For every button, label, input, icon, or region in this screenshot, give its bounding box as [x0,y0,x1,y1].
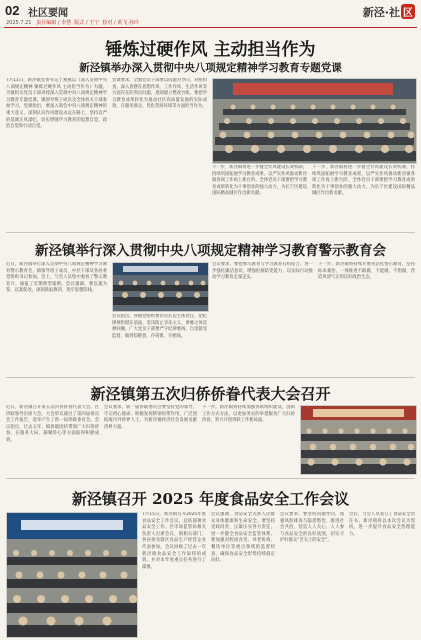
article-1-col-2: 党课要求，全镇党员干部要以问题为导向，对照检查，深入查摆在思想作风、工作作风、生活作风等方面存在的突出问题，逐项建立整改台账。要把学习教育成果转化为推动社区高质量发展的实际成效，在服务群众、优化营商环境等方面担当作为。 [112,78,207,110]
issue-date: 2025.7.21 [6,20,32,26]
masthead-logo: 新泾·社 区 [362,6,413,19]
article-2-col-3: 会议要求，要把警示教育与学习教育有机结合，进一步强化廉洁意识，增强拒腐防变能力，以实际行动推动学习教育走深走实。 [212,262,313,281]
article-2-col-4: 下一步，新泾镇将持续开展常态化警示教育，坚持标本兼治，一体推进不敢腐、不能腐、不想腐，营造风清气正的良好政治生态。 [318,262,415,281]
article-3-col-1: 近日，新泾镇召开第五次归侨侨眷代表大会。区侨联领导出席大会。大会审议通过了第四届委员会工作报告，选举产生了新一届侨联委员会。会议指出，过去五年，镇侨联团结带领广大归侨侨眷，在服务大局、凝聚侨心等方面取得积极成效。 [6,405,99,443]
article-4-title: 新泾镇召开 2025 年度食品安全工作会议 [71,490,350,508]
article-2-col-2: 会议指出，各级党组织要切实扛起主体责任，把纪律规矩挺在前面，坚决防止享乐主义、奢靡之风反弹回潮。广大党员干部要严守纪律底线，自觉接受监督，做到知敬畏、存戒惧、守底线。 [112,314,207,339]
article-3-col-3: 下一步，新泾镇将持续加强侨联组织建设，创新工作方式方法，以更加务实的举措服务广大归侨侨眷，努力开创侨联工作新局面。 [202,405,295,424]
divider-2 [6,377,415,378]
header-meta [6,19,139,26]
divider-3 [6,478,415,479]
article-1-photo [212,78,417,164]
article-1-title: 锤炼过硬作风 主动担当作为 [105,40,316,60]
editor-credit: 责任编辑 / 李慧 [36,20,72,26]
article-3-photo [300,405,417,475]
article-4-col-3: 会议要求，要坚持问题导向，加强风险排查与隐患整治，推进社会共治，营造人人关心、人人参与食品安全的良好氛围，切实守护好群众“舌尖上的安全”。 [280,512,344,544]
article-1-subtitle: 新泾镇举办深入贯彻中央八项规定精神学习教育专题党课 [79,62,342,74]
article-4-col-4: 会后，与会人员签订了食品安全责任书。新泾镇将以本次会议为契机，进一步提升食品安全治理能力。 [349,512,415,537]
article-3-col-2: 会议要求，新一届侨联委员会要坚持党的领导，牢记初心使命，积极发挥桥梁纽带作用，广泛团结海内外侨界人士，为新泾镇经济社会发展贡献侨界力量。 [104,405,197,430]
article-2-photo [112,262,209,312]
page-number: 02 [5,3,20,18]
article-2-title: 新泾镇举行深入贯彻中央八项规定精神学习教育警示教育会 [35,243,386,259]
divider-1 [6,232,415,233]
article-1-col-1: 7月11日，新泾镇党委书记于燕燕以《深入贯彻中央八项规定精神 锤炼过硬作风 主动担当作为》为题，为镇机关党员干部讲授深入贯彻中央八项规定精神学习教育专题党课。镇领导班子成员及全体机关干部参加学习。党课指出，要深入领会中央八项规定精神的重大意义，深刻认识作风建设永远在路上，坚持以严的基调正风肃纪，切实增强学习教育的思想自觉、政治自觉和行动自觉。 [6,78,107,130]
article-4-col-2: 会议强调，食品安全关系人民群众身体健康和生命安全。要坚持党政同责，压紧压实各方责任，进一步健全食品安全监管体系。要加强对校园食堂、养老机构、餐饮单位等重点领域的监督检查，确保食品安全形势持续稳定向好。 [211,512,275,564]
header-rule [4,27,417,28]
section-title: 社区要闻 [28,8,68,19]
proof-credit: 校对 / 黄飞 孙玲 [102,20,139,26]
design-credit: 版式 / 王宁 [74,20,100,26]
article-2-col-1: 近日，新泾镇举行深入贯彻中央八项规定精神学习教育警示教育会，镇领导班子成员、中层干部及各居委党组织书记参加。会上，与会人员集中观看了警示教育片，通报了近期典型案例。会议强调，要以案为鉴、以案促改，深刻汲取教训，筑牢思想防线。 [6,262,107,294]
article-4-col-1: 7月15日，新泾镇召开2025年度食品安全工作会议，总结部署食品安全工作。区市场监管局相关负责人出席会议，镇相关部门、各居委及辖区食品生产经营企业代表参加。会议回顾了过去一年新泾镇食品安全工作取得的成效，并对本年度重点任务进行了部署。 [142,512,206,570]
article-4-photo [6,512,138,638]
article-1-col-4: 下一步，新泾镇将进一步健全作风建设长效机制，持续巩固拓展学习教育成果，以严实作风推动新泾镇各项工作再上新台阶。全体党员干部要把学习教育成果转化为干事创业的强大动力，为长宁区建设国际精品城区作出新贡献。 [312,165,415,197]
article-3-title: 新泾镇第五次归侨侨眷代表大会召开 [90,385,331,403]
article-1-col-3: 下一步，新泾镇将进一步健全作风建设长效机制，持续巩固拓展学习教育成果，以严实作风推动新泾镇各项工作再上新台阶。全体党员干部要把学习教育成果转化为干事创业的强大动力，为长宁区建设国际精品城区作出新贡献。 [212,165,307,197]
page-header [0,0,421,30]
